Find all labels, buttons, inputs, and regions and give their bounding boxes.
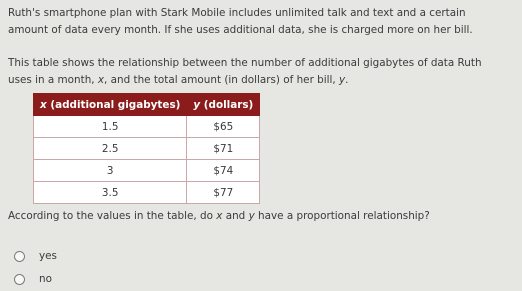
option-label: no — [39, 273, 52, 285]
description-line-1: This table shows the relationship between the number of additional gigabytes of data Ruth — [8, 57, 482, 69]
table-row — [34, 160, 260, 182]
cell-x: 3 — [34, 160, 187, 182]
radio-button-yes[interactable] — [14, 251, 25, 262]
cell-x: 3.5 — [34, 182, 187, 204]
cell-x: 2.5 — [34, 138, 187, 160]
description-text: . — [345, 74, 349, 86]
intro-line-1: Ruth's smartphone plan with Stark Mobile includes unlimited talk and text and a certain — [8, 7, 466, 19]
header-x-label: (additional gigabytes) — [46, 98, 181, 111]
description-text: , and the total amount (in dollars) of her bill, — [104, 74, 340, 86]
header-y — [187, 94, 260, 116]
radio-button-no[interactable] — [14, 274, 25, 285]
description-paragraph — [8, 55, 508, 89]
header-y-variable: y — [193, 98, 201, 111]
option-no[interactable] — [14, 272, 52, 286]
variable-y: y — [248, 210, 255, 222]
cell-y: $74 — [187, 160, 260, 182]
table-row — [34, 138, 260, 160]
question-part: and — [222, 210, 249, 222]
cell-x: 1.5 — [34, 116, 187, 138]
question-text — [8, 210, 430, 222]
header-y-label: (dollars) — [200, 98, 254, 111]
intro-line-2: amount of data every month. If she uses additional data, she is charged more on her bill. — [8, 24, 473, 36]
table-header-row — [34, 94, 260, 116]
table-row — [34, 116, 260, 138]
question-part: have a proportional relationship? — [254, 210, 430, 222]
header-x — [34, 94, 187, 116]
variable-y: y — [339, 74, 346, 86]
description-line-2 — [8, 72, 508, 89]
question-part: According to the values in the table, do — [8, 210, 217, 222]
cell-y: $77 — [187, 182, 260, 204]
option-label: yes — [39, 250, 57, 262]
cell-y: $65 — [187, 116, 260, 138]
data-table — [33, 93, 260, 204]
header-x-variable: x — [40, 98, 47, 111]
cell-y: $71 — [187, 138, 260, 160]
intro-paragraph — [8, 5, 508, 39]
table-row — [34, 182, 260, 204]
variable-x: x — [97, 74, 105, 86]
description-text: uses in a month, — [8, 74, 98, 86]
variable-x: x — [216, 210, 223, 222]
option-yes[interactable] — [14, 249, 57, 263]
